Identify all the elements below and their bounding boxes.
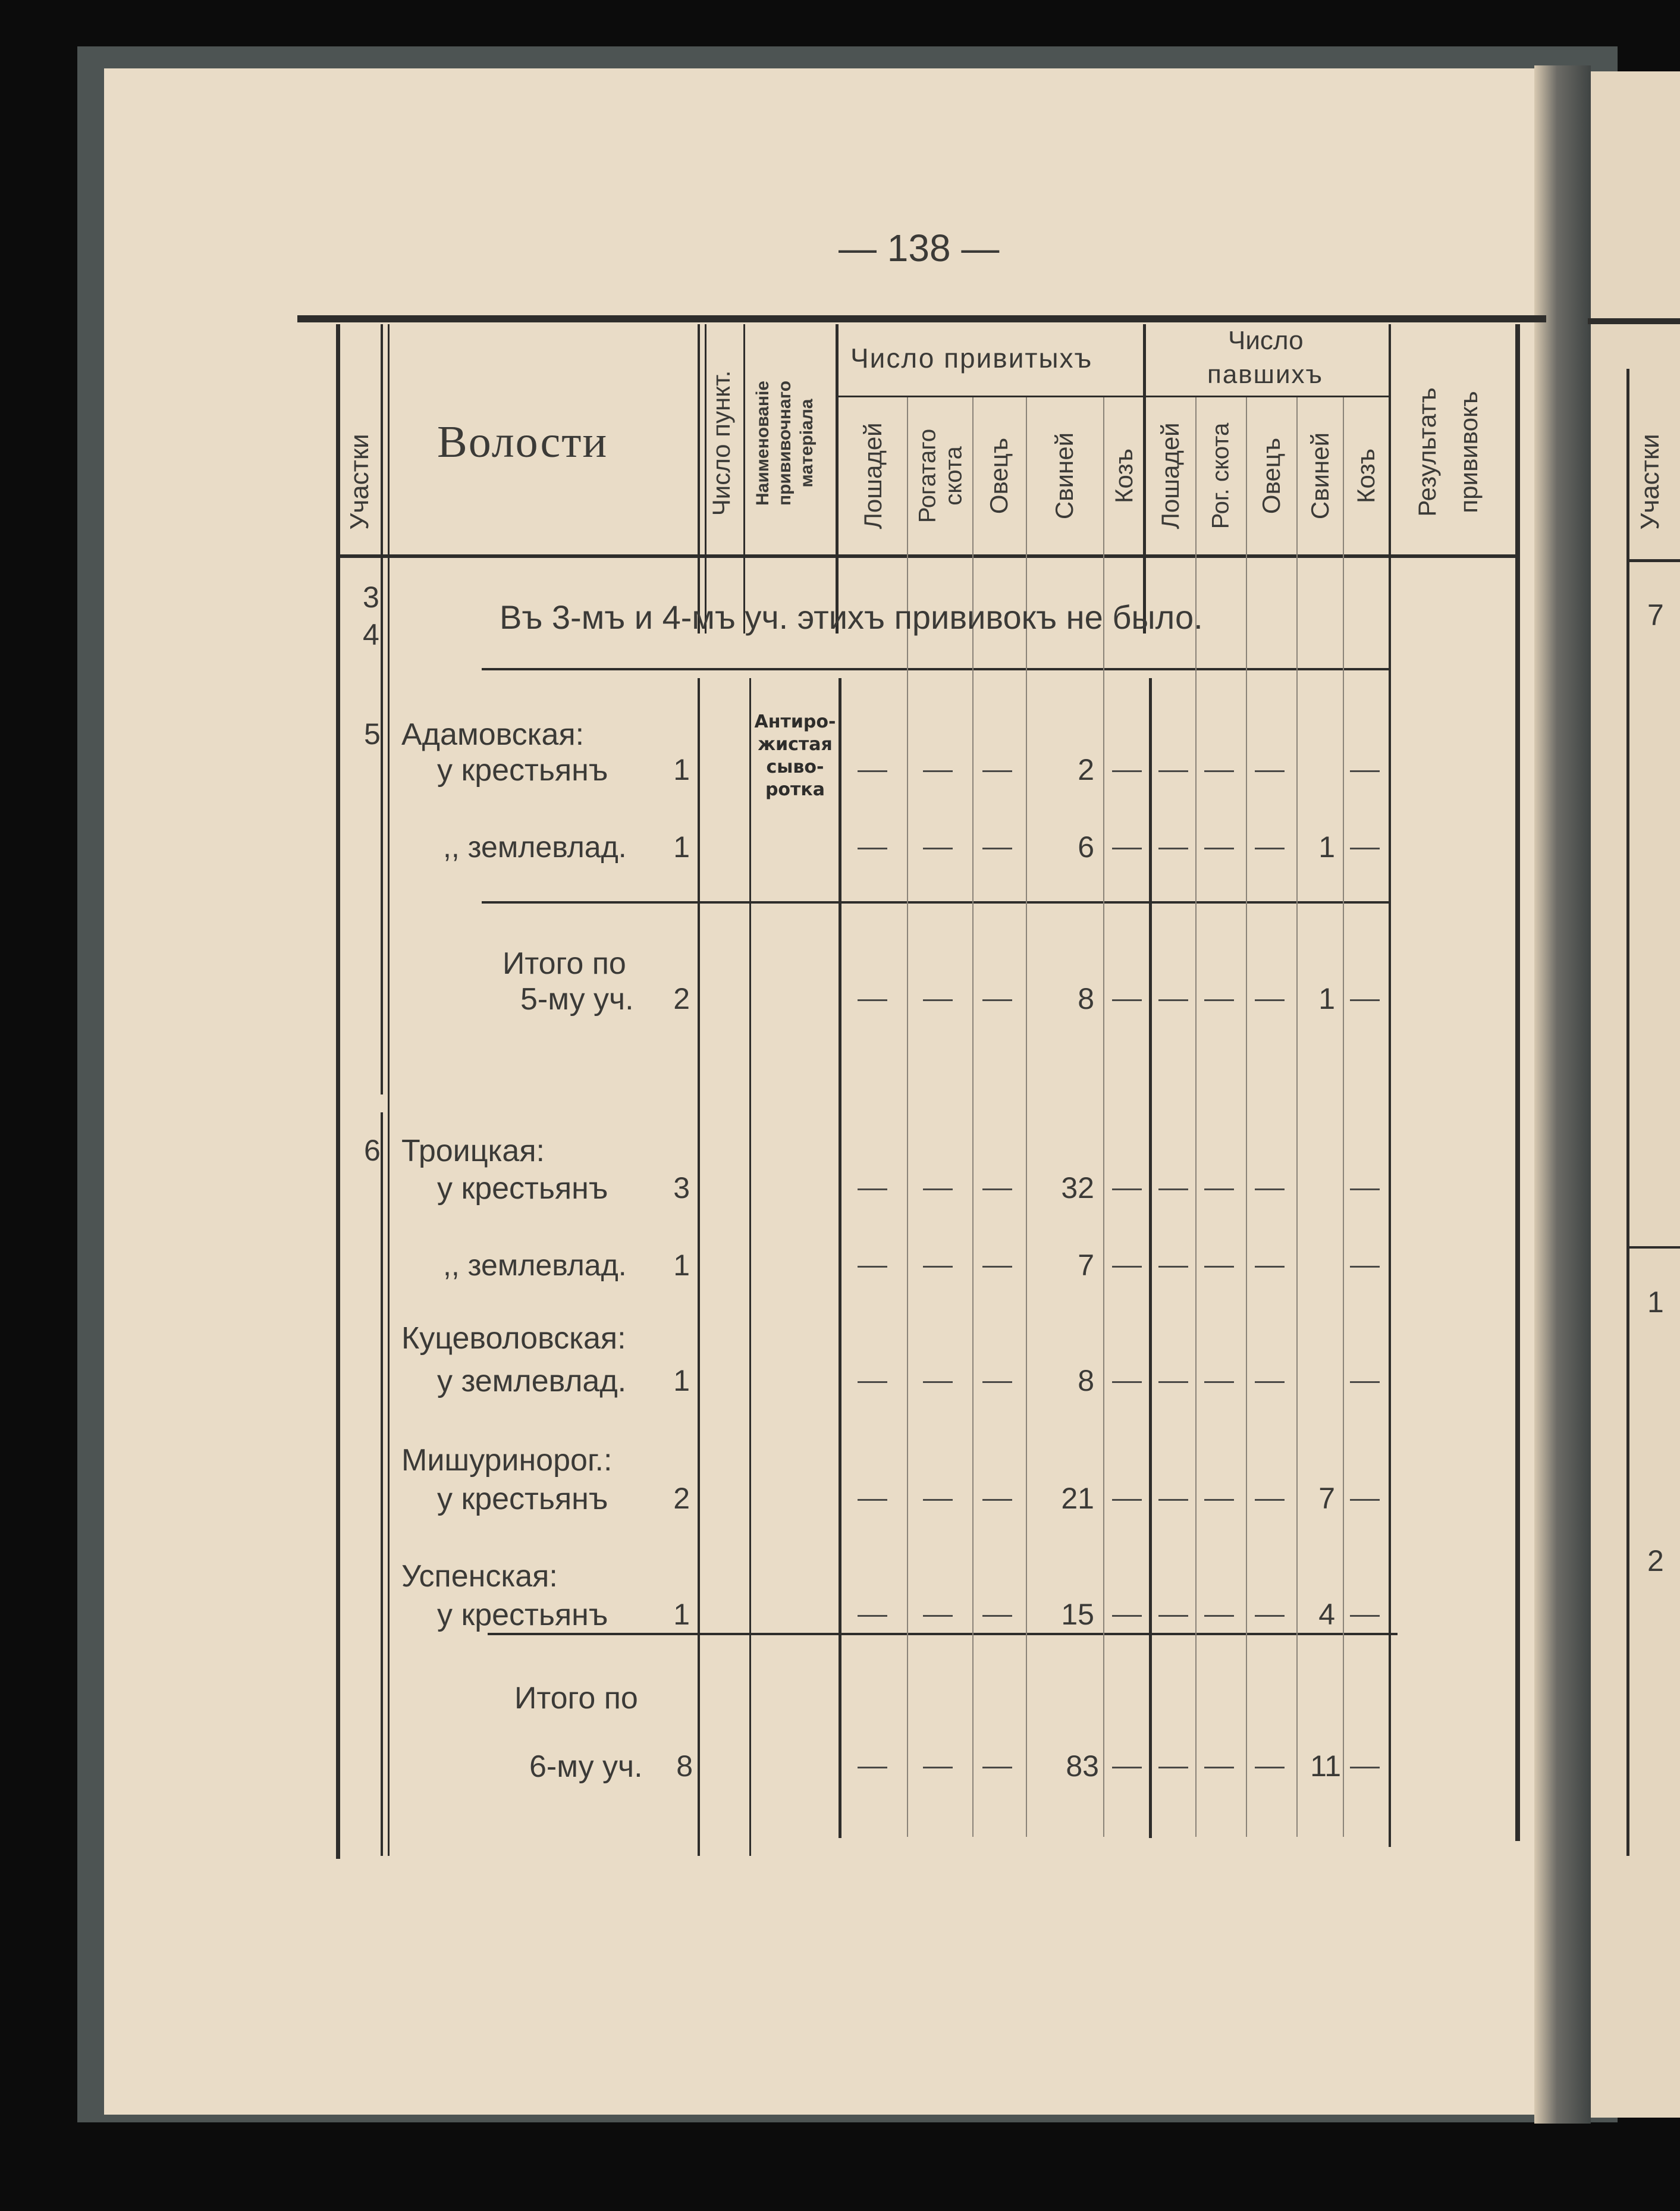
material-label bbox=[750, 711, 840, 801]
empty-cell-dash bbox=[1158, 1767, 1188, 1768]
row-volost-name: Мишуринорог.: bbox=[401, 1443, 613, 1478]
header-pavsh-svinei: Свиней bbox=[1306, 432, 1334, 520]
header-privit-svinei: Свиней bbox=[1050, 432, 1078, 520]
next-page-left-rule bbox=[1626, 369, 1629, 1856]
vline-punkt bbox=[698, 324, 700, 633]
empty-cell-dash bbox=[858, 1381, 887, 1383]
empty-cell-dash bbox=[982, 999, 1012, 1001]
page-number: — 138 — bbox=[839, 227, 1000, 269]
header-pavsh-rog-skota: Рог. скота bbox=[1207, 422, 1234, 529]
row-subject: у крестьянъ bbox=[437, 1171, 608, 1206]
empty-cell-dash bbox=[1255, 1381, 1285, 1383]
empty-cell-dash bbox=[1350, 1615, 1380, 1617]
row-punkt-count: 1 bbox=[673, 830, 690, 864]
header-pavsh-koz: Козъ bbox=[1352, 449, 1380, 503]
total-svinei-count: 83 bbox=[1066, 1749, 1099, 1783]
empty-cell-dash bbox=[1255, 770, 1285, 772]
header-volosti: Волости bbox=[437, 417, 608, 467]
next-page-code: 7 bbox=[1647, 598, 1664, 632]
empty-cell-dash bbox=[1204, 1499, 1234, 1501]
empty-cell-dash bbox=[982, 1188, 1012, 1190]
empty-cell-dash bbox=[1350, 770, 1380, 772]
empty-cell-dash bbox=[923, 999, 953, 1001]
empty-cell-dash bbox=[1112, 1499, 1142, 1501]
row-svinei-count: 7 bbox=[1078, 1249, 1094, 1282]
vline-uchastki-2 bbox=[381, 1112, 383, 1856]
row-punkt-count: 1 bbox=[673, 1249, 690, 1282]
header-chislo-pavshikh-2: павшихъ bbox=[1207, 360, 1324, 389]
vline-uchastki bbox=[381, 324, 383, 1094]
vline-punkt-c bbox=[698, 678, 700, 1856]
next-page-header-rule bbox=[1626, 559, 1680, 562]
row-punkt-count: 3 bbox=[673, 1171, 690, 1205]
vline-uchastki-b bbox=[388, 324, 390, 1856]
empty-cell-dash bbox=[1158, 1381, 1188, 1383]
header-naimenovanie-3: матеріала bbox=[797, 399, 817, 488]
empty-cell-dash bbox=[1112, 1381, 1142, 1383]
next-page-top-rule bbox=[1588, 318, 1680, 324]
row-pavsh-svinei-count: 1 bbox=[1318, 830, 1335, 864]
total-label-2: 6-му уч. bbox=[529, 1749, 643, 1784]
row-punkt-count: 1 bbox=[673, 1364, 690, 1397]
empty-cell-dash bbox=[1112, 1767, 1142, 1768]
empty-cell-dash bbox=[858, 1266, 887, 1268]
header-pavsh-ovets: Овецъ bbox=[1257, 437, 1285, 515]
empty-cell-dash bbox=[1204, 1188, 1234, 1190]
empty-cell-dash bbox=[982, 1266, 1012, 1268]
row-punkt-count: 1 bbox=[673, 753, 690, 786]
empty-cell-dash bbox=[1204, 1767, 1234, 1768]
empty-cell-dash bbox=[982, 1767, 1012, 1768]
row-subject: ,, землевлад. bbox=[443, 830, 627, 864]
empty-cell-dash bbox=[1204, 1615, 1234, 1617]
header-chislo-punkt: Число пункт. bbox=[707, 370, 735, 516]
row-volost-name: Куцеволовская: bbox=[401, 1321, 626, 1356]
empty-cell-dash bbox=[858, 1499, 887, 1501]
subcol-rule bbox=[1296, 397, 1298, 1837]
empty-cell-dash bbox=[1112, 848, 1142, 849]
header-privit-koz: Козъ bbox=[1110, 449, 1138, 503]
empty-cell-dash bbox=[923, 1615, 953, 1617]
row-svinei-count: 32 bbox=[1061, 1171, 1094, 1205]
empty-cell-dash bbox=[923, 1266, 953, 1268]
section-34-code-4: 4 bbox=[363, 618, 379, 651]
empty-cell-dash bbox=[1158, 1266, 1188, 1268]
vline-pavsh bbox=[1143, 324, 1146, 633]
next-page-uchastki: Участки bbox=[1635, 434, 1665, 530]
empty-cell-dash bbox=[1204, 770, 1234, 772]
row-uchastok-code: 5 bbox=[364, 717, 381, 751]
row-pavsh-svinei-count: 4 bbox=[1318, 1598, 1335, 1631]
empty-cell-dash bbox=[1112, 1266, 1142, 1268]
header-privit-rogatago: Рогатаго bbox=[914, 428, 941, 523]
row-svinei-count: 21 bbox=[1061, 1482, 1094, 1515]
empty-cell-dash bbox=[1158, 1499, 1188, 1501]
empty-cell-dash bbox=[1255, 1188, 1285, 1190]
header-bottom-rule bbox=[336, 554, 1516, 558]
vline-rezultat bbox=[1389, 324, 1391, 1847]
total-pavsh-svinei-count: 1 bbox=[1318, 982, 1335, 1015]
empty-cell-dash bbox=[1350, 999, 1380, 1001]
header-pavsh-loshadei: Лошадей bbox=[1156, 422, 1184, 529]
row-volost-name: Адамовская: bbox=[401, 717, 585, 752]
row-subject: ,, землевлад. bbox=[443, 1249, 627, 1282]
empty-cell-dash bbox=[1158, 1615, 1188, 1617]
empty-cell-dash bbox=[1204, 848, 1234, 849]
hline-pavsh-header bbox=[1146, 396, 1389, 397]
left-border-rule bbox=[336, 324, 340, 1859]
empty-cell-dash bbox=[982, 1615, 1012, 1617]
empty-cell-dash bbox=[1112, 770, 1142, 772]
empty-cell-dash bbox=[1255, 848, 1285, 849]
section-34-rule bbox=[482, 668, 1389, 670]
total-label-1: Итого по bbox=[514, 1681, 638, 1716]
total-punkt-count: 8 bbox=[676, 1749, 693, 1783]
header-privit-loshadei: Лошадей bbox=[859, 422, 887, 529]
vline-privit-c bbox=[839, 678, 841, 1838]
subcol-rule bbox=[1343, 397, 1344, 1837]
empty-cell-dash bbox=[1350, 1381, 1380, 1383]
header-privit-skota: скота bbox=[940, 446, 967, 506]
vline-material bbox=[743, 324, 745, 633]
empty-cell-dash bbox=[858, 848, 887, 849]
empty-cell-dash bbox=[923, 1381, 953, 1383]
empty-cell-dash bbox=[982, 848, 1012, 849]
empty-cell-dash bbox=[1255, 999, 1285, 1001]
empty-cell-dash bbox=[858, 770, 887, 772]
header-privit-ovets: Овецъ bbox=[985, 437, 1013, 515]
empty-cell-dash bbox=[923, 1767, 953, 1768]
empty-cell-dash bbox=[1112, 1188, 1142, 1190]
hline-privit-header bbox=[839, 396, 1143, 397]
empty-cell-dash bbox=[1350, 1188, 1380, 1190]
row-svinei-count: 15 bbox=[1061, 1598, 1094, 1631]
next-page-section-rule bbox=[1626, 1246, 1680, 1249]
right-border-rule bbox=[1515, 324, 1520, 1841]
total-pavsh-svinei-count: 11 bbox=[1310, 1749, 1341, 1783]
total-svinei-count: 8 bbox=[1078, 982, 1094, 1015]
empty-cell-dash bbox=[1204, 999, 1234, 1001]
header-chislo-privitykh: Число привитыхъ bbox=[850, 343, 1093, 374]
empty-cell-dash bbox=[1158, 770, 1188, 772]
total-label-2: 5-му уч. bbox=[520, 982, 634, 1017]
empty-cell-dash bbox=[1350, 1767, 1380, 1768]
row-uchastok-code: 6 bbox=[364, 1134, 381, 1167]
empty-cell-dash bbox=[1204, 1381, 1234, 1383]
material-label-line: жистая bbox=[758, 734, 833, 755]
subcol-rule bbox=[1246, 397, 1247, 1837]
total-label-1: Итого по bbox=[503, 946, 626, 981]
row-volost-name: Троицкая: bbox=[401, 1134, 545, 1168]
empty-cell-dash bbox=[982, 1499, 1012, 1501]
total-punkt-count: 2 bbox=[673, 982, 690, 1015]
empty-cell-dash bbox=[1255, 1615, 1285, 1617]
empty-cell-dash bbox=[982, 1381, 1012, 1383]
row-volost-name: Успенская: bbox=[401, 1559, 558, 1594]
total6-rule bbox=[488, 1633, 1398, 1635]
header-chislo-pavshikh-1: Число bbox=[1228, 326, 1304, 355]
next-page-strip bbox=[1591, 71, 1680, 2118]
empty-cell-dash bbox=[1112, 999, 1142, 1001]
material-label-line: ротка bbox=[765, 779, 825, 800]
row-svinei-count: 2 bbox=[1078, 753, 1094, 786]
empty-cell-dash bbox=[1158, 848, 1188, 849]
vline-punkt-b bbox=[705, 324, 706, 633]
empty-cell-dash bbox=[923, 1499, 953, 1501]
empty-cell-dash bbox=[858, 1615, 887, 1617]
material-label-line: сыво- bbox=[766, 757, 824, 777]
empty-cell-dash bbox=[1112, 1615, 1142, 1617]
row-subject: у крестьянъ bbox=[437, 1598, 608, 1632]
row-pavsh-svinei-count: 7 bbox=[1318, 1482, 1335, 1515]
empty-cell-dash bbox=[1204, 1266, 1234, 1268]
empty-cell-dash bbox=[858, 1767, 887, 1768]
row-punkt-count: 2 bbox=[673, 1482, 690, 1515]
empty-cell-dash bbox=[1158, 999, 1188, 1001]
empty-cell-dash bbox=[923, 848, 953, 849]
total5-rule bbox=[482, 901, 1389, 904]
empty-cell-dash bbox=[923, 1188, 953, 1190]
next-page-code: 2 bbox=[1647, 1544, 1664, 1578]
empty-cell-dash bbox=[1255, 1266, 1285, 1268]
row-subject: у крестьянъ bbox=[437, 1482, 608, 1516]
header-naimenovanie-1: Наименованіе bbox=[753, 381, 773, 506]
page-fold bbox=[1534, 65, 1591, 2124]
row-punkt-count: 1 bbox=[673, 1598, 690, 1631]
empty-cell-dash bbox=[1255, 1767, 1285, 1768]
row-subject: у крестьянъ bbox=[437, 753, 608, 788]
empty-cell-dash bbox=[858, 1188, 887, 1190]
empty-cell-dash bbox=[1255, 1499, 1285, 1501]
row-svinei-count: 6 bbox=[1078, 830, 1094, 864]
header-naimenovanie-2: прививочнаго bbox=[775, 380, 795, 506]
vline-privit bbox=[836, 324, 839, 633]
header-rezultat-1: Результатъ bbox=[1413, 387, 1441, 517]
empty-cell-dash bbox=[1350, 1499, 1380, 1501]
table-top-rule bbox=[297, 315, 1546, 322]
empty-cell-dash bbox=[923, 770, 953, 772]
section-34-note: Въ 3-мъ и 4-мъ уч. этихъ прививокъ не было. bbox=[500, 598, 1203, 636]
section-34-code-3: 3 bbox=[363, 581, 379, 614]
empty-cell-dash bbox=[1350, 1266, 1380, 1268]
empty-cell-dash bbox=[982, 770, 1012, 772]
empty-cell-dash bbox=[1350, 848, 1380, 849]
empty-cell-dash bbox=[858, 999, 887, 1001]
row-svinei-count: 8 bbox=[1078, 1364, 1094, 1397]
vline-material-c bbox=[749, 678, 751, 1856]
header-rezultat-2: прививокъ bbox=[1455, 391, 1483, 513]
row-subject: у землевлад. bbox=[437, 1364, 627, 1398]
empty-cell-dash bbox=[1158, 1188, 1188, 1190]
next-page-code: 1 bbox=[1647, 1285, 1664, 1319]
header-uchastki: Участки bbox=[345, 434, 374, 530]
vline-pavsh-c bbox=[1149, 678, 1152, 1838]
material-label-line: Антиро- bbox=[754, 711, 836, 732]
